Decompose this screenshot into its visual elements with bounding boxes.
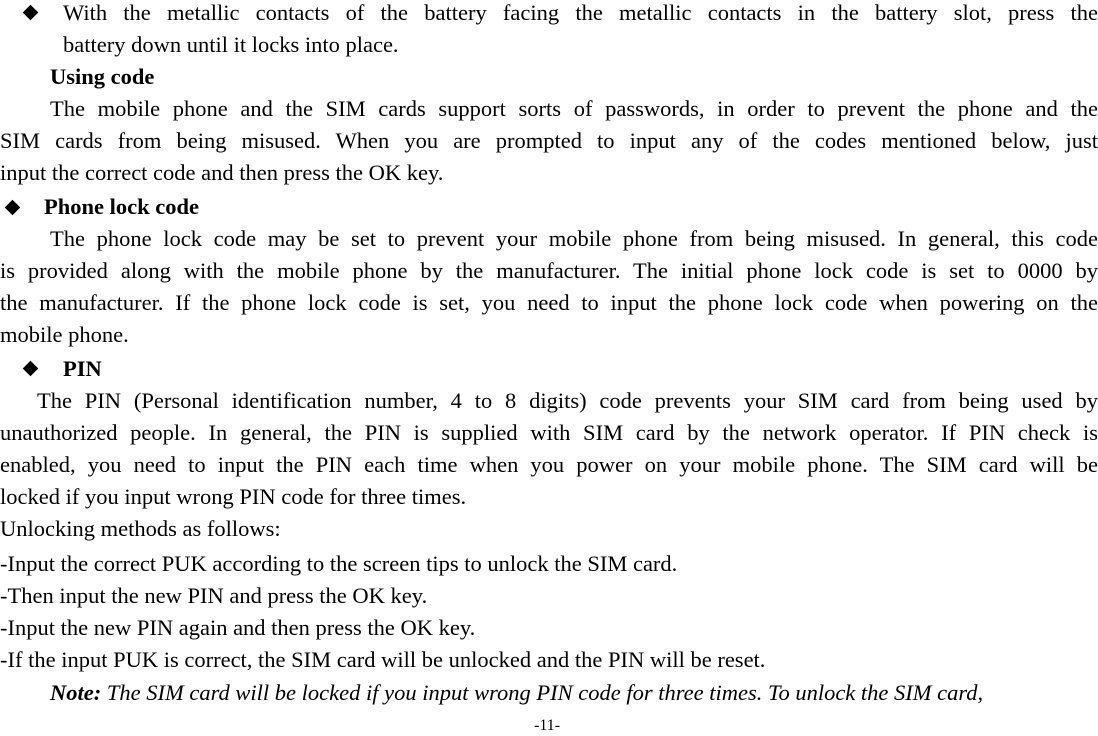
page-number: -11-	[534, 717, 561, 734]
pin-line-2: unauthorized people. In general, the PIN is supplied with SIM card by the network operator. If PIN check is	[0, 420, 1098, 445]
pin-heading: PIN	[63, 356, 102, 381]
using-code-line-2: SIM cards from being misused. When you are prompted to input any of the codes mentioned below, just	[0, 128, 1098, 153]
pin-line-1: The PIN (Personal identification number, 4 to 8 digits) code prevents your SIM card from being used by	[37, 388, 1098, 413]
pin-line-3: enabled, you need to input the PIN each time when you power on your mobile phone. The SIM card will be	[0, 452, 1098, 477]
unlocking-step: -Input the new PIN again and then press the OK key.	[0, 615, 476, 640]
phone-lock-line-2: is provided along with the mobile phone by the manufacturer. The initial phone lock code is set to 0000 by	[0, 258, 1098, 283]
note-paragraph	[50, 677, 983, 708]
phone-lock-line-4: mobile phone.	[0, 322, 129, 347]
phone-lock-line-1: The phone lock code may be set to prevent your mobile phone from being misused. In general, this code	[50, 226, 1098, 251]
using-code-heading: Using code	[50, 64, 155, 89]
diamond-bullet-icon	[23, 361, 39, 377]
diamond-bullet-icon	[23, 5, 39, 21]
battery-instruction-line-2: battery down until it locks into place.	[63, 32, 399, 57]
using-code-line-3: input the correct code and then press the OK key.	[0, 160, 444, 185]
note-label: Note:	[50, 680, 102, 705]
diamond-bullet-icon	[5, 200, 21, 216]
using-code-line-1: The mobile phone and the SIM cards support sorts of passwords, in order to prevent the phone and the	[50, 96, 1098, 121]
unlocking-intro: Unlocking methods as follows:	[0, 516, 281, 541]
phone-lock-heading: Phone lock code	[44, 194, 199, 219]
unlocking-step: -If the input PUK is correct, the SIM card will be unlocked and the PIN will be reset.	[0, 647, 766, 672]
battery-instruction-line-1: With the metallic contacts of the battery facing the metallic contacts in the battery slot, press the	[63, 0, 1098, 25]
phone-lock-line-3: the manufacturer. If the phone lock code is set, you need to input the phone lock code when powering on the	[0, 290, 1098, 315]
unlocking-step: -Input the correct PUK according to the screen tips to unlock the SIM card.	[0, 551, 678, 576]
unlocking-step: -Then input the new PIN and press the OK key.	[0, 583, 428, 608]
pin-line-4: locked if you input wrong PIN code for three times.	[0, 484, 467, 509]
note-text: The SIM card will be locked if you input wrong PIN code for three times. To unlock the SIM card,	[101, 680, 984, 705]
